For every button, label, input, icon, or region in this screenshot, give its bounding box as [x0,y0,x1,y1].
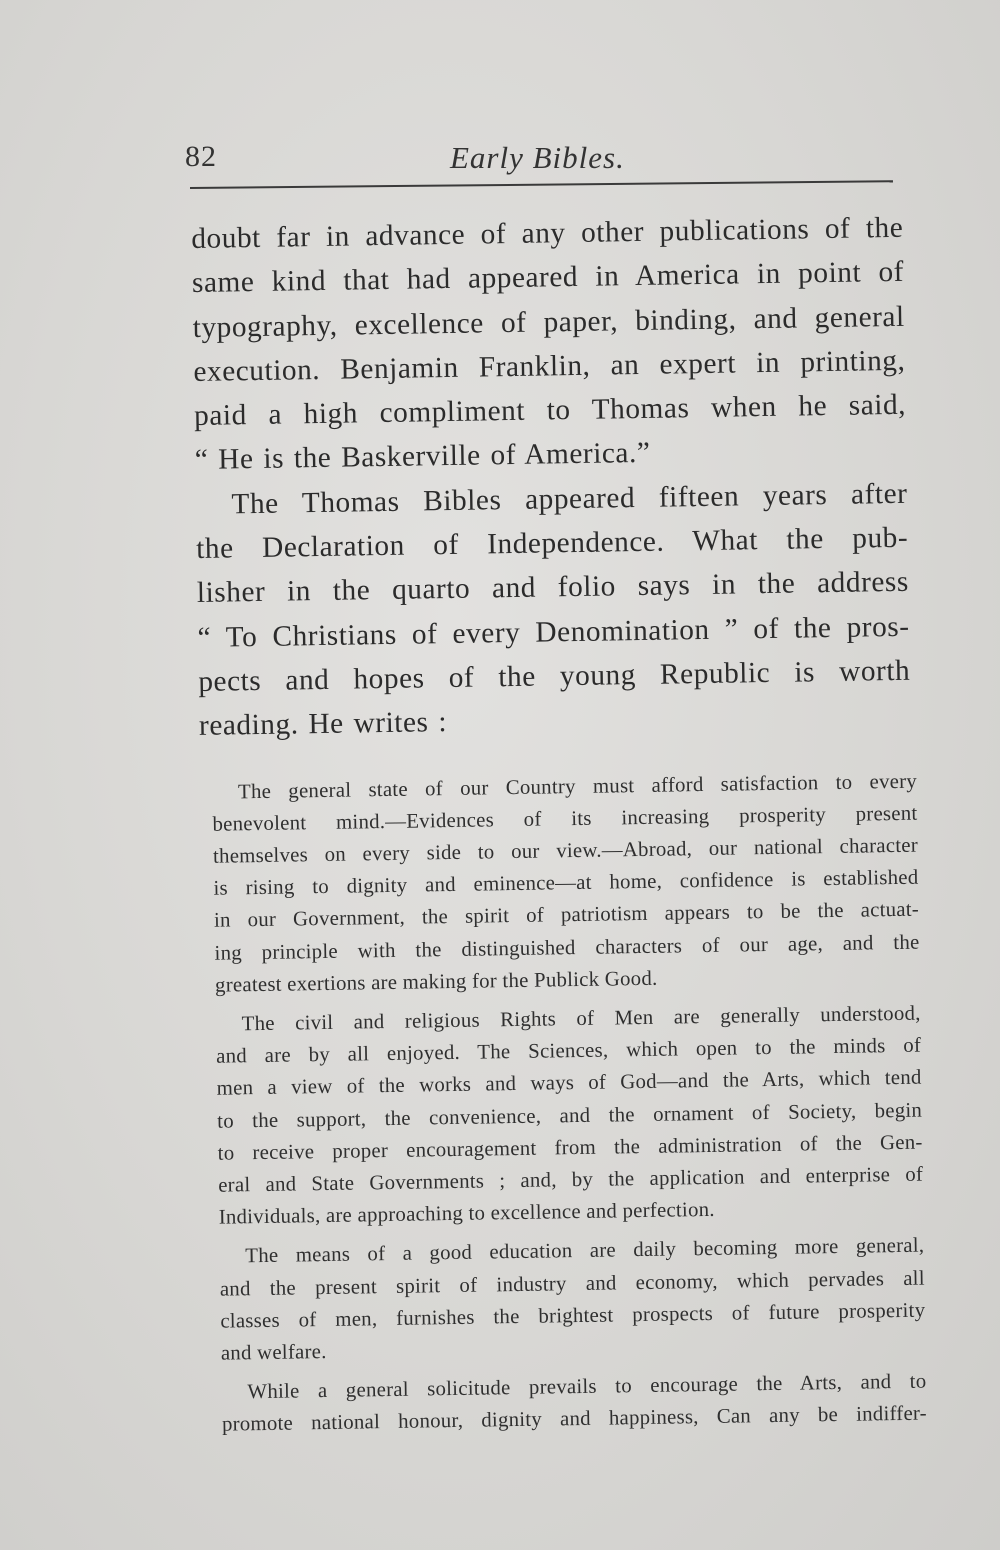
body-text [191,206,928,1449]
quote-line: greatest exertions are making for the Publick Good. [214,966,658,997]
quote-line: is rising to dignity and eminence—at home, confidence is established [213,865,919,900]
text-line: execution. Benjamin Franklin, an expert in printing, [193,344,906,388]
quote-line: While a general solicitude prevails to encourage the Arts, and to [247,1369,927,1404]
quote-line: and the present spirit of industry and economy, which pervades all [219,1266,925,1301]
quote-line: ing principle with the distinguished characters of our age, and the [214,930,920,965]
quote-line: classes of men, furnishes the brightest prospects of future prosperity [220,1298,926,1333]
quote-paragraph-4 [221,1366,927,1441]
text-line: doubt far in advance of any other publications of the [191,211,904,255]
text-line: pects and hopes of the young Republic is worth [198,654,911,698]
quote-line: The means of a good education are daily becoming more general, [245,1234,925,1268]
quote-paragraph-3 [219,1230,926,1370]
text-line: typography, excellence of paper, binding, and general [192,300,905,344]
text-line: same kind that had appeared in America in point of [191,256,905,300]
quote-line: The civil and religious Rights of Men are generally understood, [241,1001,921,1036]
page-number: 82 [185,140,217,173]
quote-line: to receive proper encouragement from the administration of the Gen- [217,1130,923,1165]
quote-line: The general state of our Country must afford satisfaction to every [237,769,918,803]
quote-line: promote national honour, dignity and happiness, Can any be indiffer- [221,1402,928,1437]
text-line: lisher in the quarto and folio says in the address [196,566,910,610]
quote-line: eral and State Governments ; and, by the application and enterprise of [218,1162,924,1197]
main-paragraph-2 [195,472,911,749]
text-line: reading. He writes : [198,706,448,743]
quote-line: to the support, the convenience, and the ornament of Society, begin [217,1098,923,1133]
quote-line: men a view of the works and ways of God—and the Arts, which tend [216,1066,922,1101]
quote-line: Individuals, are approaching to excellence and perfection. [218,1198,715,1229]
block-quote [200,765,927,1441]
running-title: Early Bibles. [450,140,625,175]
quote-line: and welfare. [220,1340,327,1365]
quote-paragraph-1 [212,765,920,1001]
text-line: paid a high compliment to Thomas when he said, [193,388,907,433]
quote-line: themselves on every side to our view.—Abroad, our national character [212,833,919,868]
quote-line: in our Government, the spirit of patriotism appears to be the actuat- [213,898,920,933]
main-paragraph-1 [191,206,907,483]
text-line: the Declaration of Independence. What the pub- [195,521,909,566]
quote-line: and are by all enjoyed. The Sciences, which open to the minds of [216,1033,922,1068]
text-line: “ To Christians of every Denomination ” of the pros- [197,610,910,654]
quote-paragraph-2 [215,998,923,1234]
text-line: “ He is the Baskerville of America.” [194,437,651,477]
text-line: The Thomas Bibles appeared fifteen years after [231,477,908,521]
quote-line: benevolent mind.—Evidences of its increasing prosperity present [212,801,918,836]
